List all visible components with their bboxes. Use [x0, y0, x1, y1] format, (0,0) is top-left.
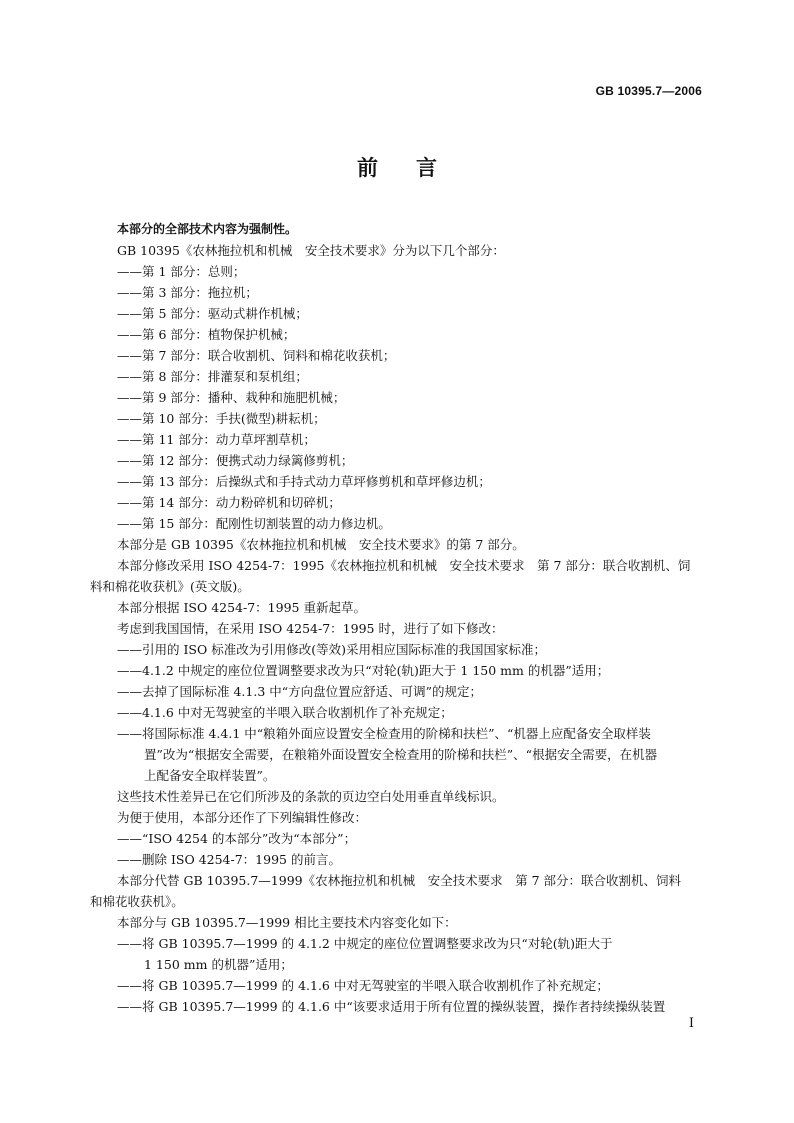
list-item: ——第 13 部分：后操纵式和手持式动力草坪修剪机和草坪修边机；	[117, 474, 491, 489]
text-line: 本部分根据 ISO 4254-7：1995 重新起草。	[117, 600, 366, 615]
list-item-continuation: 1 150 mm 的机器”适用；	[144, 957, 293, 972]
text-line-continuation: 和棉花收获机》。	[90, 894, 184, 909]
standard-code: GB 10395.7—2006	[595, 84, 702, 98]
list-item: ——4.1.2 中规定的座位位置调整要求改为只“对轮(轨)距大于 1 150 mm 的机器”适用；	[117, 663, 610, 678]
list-item: ——第 10 部分：手扶(微型)耕耘机；	[117, 411, 326, 426]
page-number: I	[688, 1016, 694, 1031]
list-item: ——将 GB 10395.7—1999 的 4.1.6 中“该要求适用于所有位置的操纵装置，操作者持续操纵装置	[117, 999, 666, 1014]
list-item: ——第 15 部分：配刚性切割装置的动力修边机。	[117, 516, 391, 531]
list-item: ——将 GB 10395.7—1999 的 4.1.2 中规定的座位位置调整要求改为只“对轮(轨)距大于	[117, 936, 613, 951]
text-line: 本部分与 GB 10395.7—1999 相比主要技术内容变化如下：	[117, 915, 457, 930]
list-item: ——将 GB 10395.7—1999 的 4.1.6 中对无驾驶室的半喂入联合收割机作了补充规定；	[117, 978, 609, 993]
list-item-continuation: 上配备安全取样装置”。	[144, 768, 276, 783]
list-item: ——第 1 部分：总则；	[117, 264, 246, 279]
text-line: 这些技术性差异已在它们所涉及的条款的页边空白处用垂直单线标识。	[117, 789, 505, 804]
text-line: 本部分是 GB 10395《农林拖拉机和机械 安全技术要求》的第 7 部分。	[117, 537, 525, 552]
text-line: 本部分修改采用 ISO 4254-7：1995《农林拖拉机和机械 安全技术要求 第 7 部分：联合收割机、饲	[117, 558, 691, 573]
list-item: ——“ISO 4254 的本部分”改为“本部分”；	[117, 831, 357, 846]
text-line: 本部分代替 GB 10395.7—1999《农林拖拉机和机械 安全技术要求 第 7 部分：联合收割机、饲料	[117, 873, 682, 888]
list-item: ——引用的 ISO 标准改为引用修改(等效)采用相应国际标准的我国国家标准；	[117, 642, 546, 657]
list-item: ——4.1.6 中对无驾驶室的半喂入联合收割机作了补充规定；	[117, 705, 453, 720]
list-item: ——第 12 部分：便携式动力绿篱修剪机；	[117, 453, 354, 468]
list-item: ——第 8 部分：排灌泵和泵机组；	[117, 369, 308, 384]
list-item: ——第 11 部分：动力草坪割草机；	[117, 432, 316, 447]
page-title: 前言	[357, 156, 475, 180]
text-line: 考虑到我国国情，在采用 ISO 4254-7：1995 时，进行了如下修改：	[117, 621, 504, 636]
list-item: ——删除 ISO 4254-7：1995 的前言。	[117, 852, 341, 867]
list-item: ——第 3 部分：拖拉机；	[117, 285, 258, 300]
text-line: 本部分的全部技术内容为强制性。	[117, 222, 298, 236]
list-item: ——第 5 部分：驱动式耕作机械；	[117, 306, 308, 321]
text-line: 为便于使用，本部分还作了下列编辑性修改：	[117, 810, 368, 825]
text-line: GB 10395《农林拖拉机和机械 安全技术要求》分为以下几个部分：	[117, 243, 505, 258]
foreword-body	[90, 219, 707, 1017]
list-item: ——第 6 部分：植物保护机械；	[117, 327, 296, 342]
list-item: ——第 9 部分：播种、栽种和施肥机械；	[117, 390, 346, 405]
text-line-continuation: 料和棉花收获机》(英文版)。	[90, 579, 250, 594]
list-item: ——去掉了国际标准 4.1.3 中“方向盘位置应舒适、可调”的规定；	[117, 684, 483, 699]
list-item-continuation: 置”改为“根据安全需要，在粮箱外面设置安全检查用的阶梯和扶栏”、“根据安全需要，在机器	[144, 747, 658, 762]
list-item: ——将国际标准 4.4.1 中“粮箱外面应设置安全检查用的阶梯和扶栏”、“机器上应配备安全取样装	[117, 726, 651, 741]
list-item: ——第 7 部分：联合收割机、饲料和棉花收获机；	[117, 348, 396, 363]
list-item: ——第 14 部分：动力粉碎机和切碎机；	[117, 495, 341, 510]
